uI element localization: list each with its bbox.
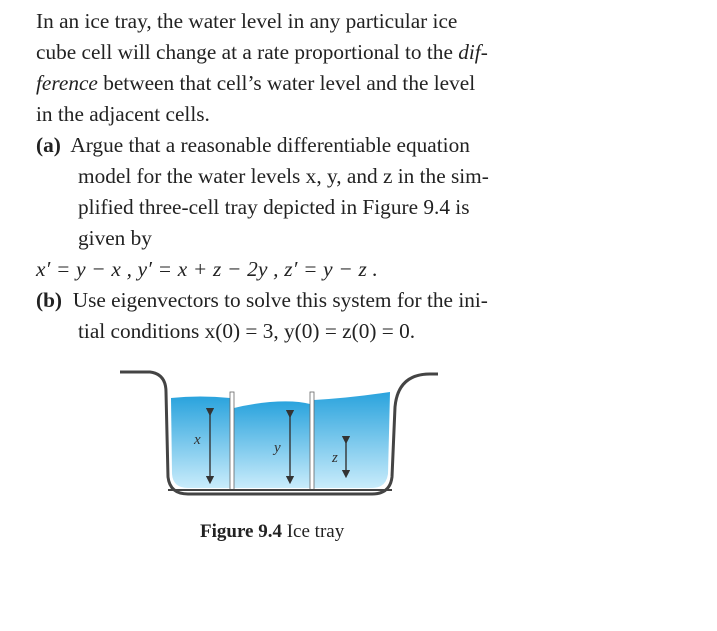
ode-system-equation: x′ = y − x , y′ = x + z − 2y , z′ = y − z . bbox=[36, 257, 378, 281]
part-a-label: (a) bbox=[36, 133, 61, 157]
part-a-line-3: plified three-cell tray depicted in Figure 9.4 is bbox=[78, 195, 470, 219]
intro-line-4: in the adjacent cells. bbox=[36, 102, 210, 126]
label-z: z bbox=[332, 450, 338, 466]
emphasis-ference: ference bbox=[36, 71, 98, 95]
label-y: y bbox=[274, 440, 281, 456]
caption-text: Ice tray bbox=[281, 521, 345, 542]
divider-right bbox=[310, 392, 314, 490]
intro-line-1: In an ice tray, the water level in any particular ice bbox=[36, 9, 458, 33]
intro-line-2 bbox=[36, 37, 576, 68]
water-cell-y bbox=[234, 401, 310, 488]
intro-line-3-text: between that cell’s water level and the level bbox=[97, 71, 476, 95]
part-b-text-1: Use eigenvectors to solve this system for the ini- bbox=[72, 288, 488, 312]
intro-line-2-text: cube cell will change at a rate proportional to the bbox=[36, 40, 459, 64]
part-a-line-1 bbox=[36, 130, 576, 161]
ice-tray-figure bbox=[110, 362, 450, 512]
water-cell-z bbox=[314, 392, 390, 488]
ice-tray-illustration bbox=[110, 362, 450, 512]
part-b-label: (b) bbox=[36, 288, 63, 312]
part-a-line-2: model for the water levels x, y, and z in the sim- bbox=[78, 164, 489, 188]
caption-number: Figure 9.4 bbox=[200, 521, 282, 542]
part-a-text-1: Argue that a reasonable differentiable equation bbox=[70, 133, 470, 157]
figure-caption bbox=[200, 521, 344, 543]
problem-text bbox=[36, 6, 576, 347]
divider-left bbox=[230, 392, 234, 490]
part-a-line-4: given by bbox=[78, 226, 152, 250]
intro-line-3 bbox=[36, 68, 576, 99]
label-x: x bbox=[194, 432, 201, 448]
part-b-line-2: tial conditions x(0) = 3, y(0) = z(0) = 0. bbox=[78, 319, 416, 343]
emphasis-dif: dif- bbox=[458, 40, 488, 64]
part-b-line-1 bbox=[36, 285, 576, 316]
